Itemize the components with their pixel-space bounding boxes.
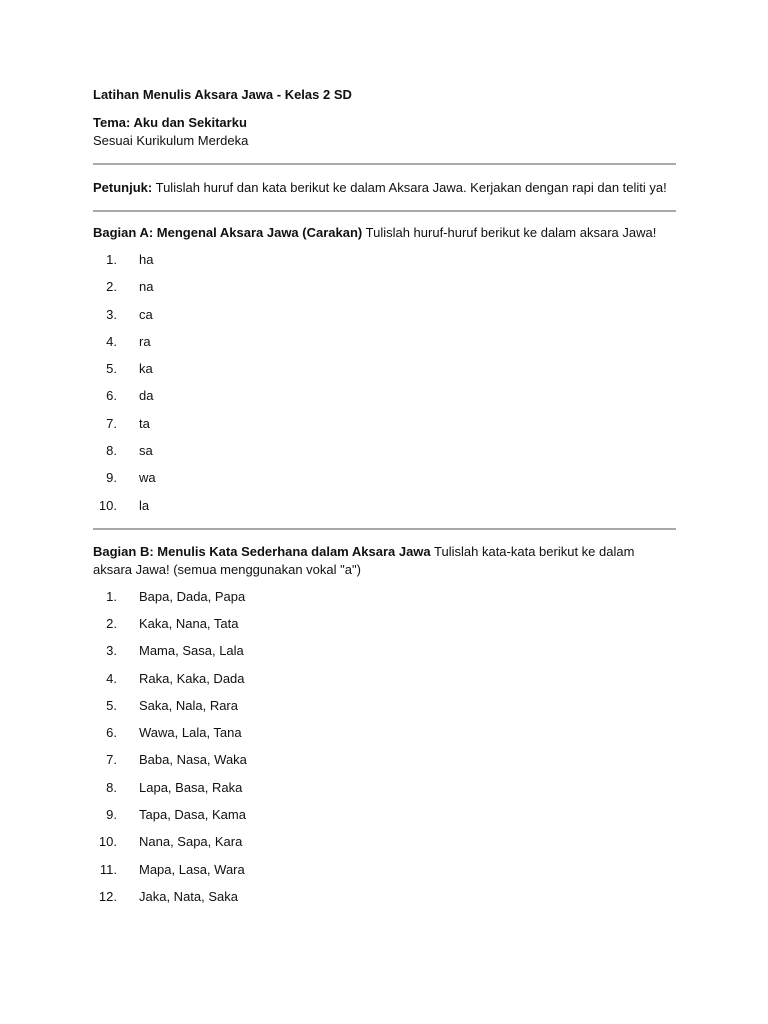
section-a-title: Bagian A: Mengenal Aksara Jawa (Carakan)	[93, 225, 363, 240]
list-item-number: 1.	[106, 252, 117, 267]
list-item	[93, 469, 676, 487]
list-item-text: wa	[139, 470, 156, 486]
list-item-text: Baba, Nasa, Waka	[139, 752, 247, 768]
list-item	[93, 387, 676, 405]
list-item-text: Jaka, Nata, Saka	[139, 888, 238, 904]
list-item-text: Bapa, Dada, Papa	[139, 588, 246, 604]
section-b-instruction: Tulislah kata-kata berikut ke dalam aksara Jawa! (semua menggunakan vokal "a")	[93, 543, 635, 577]
list-item-number: 3.	[106, 306, 117, 322]
list-item	[93, 615, 676, 633]
section-a-heading	[93, 224, 676, 242]
list-item-number: 3.	[106, 643, 117, 659]
list-item-text: Tapa, Dasa, Kama	[139, 807, 246, 823]
section-a-list	[93, 251, 676, 515]
list-item-number: 10.	[98, 497, 117, 513]
list-item-number: 4.	[106, 333, 117, 349]
list-item-text: Raka, Kaka, Dada	[139, 670, 245, 686]
list-item-number: 7.	[106, 752, 117, 768]
list-item	[93, 779, 676, 797]
list-item-text: ka	[139, 361, 153, 377]
list-item-text: la	[139, 497, 150, 513]
document-curriculum: Sesuai Kurikulum Merdeka	[93, 133, 249, 148]
list-item-text: ca	[139, 306, 153, 322]
instructions-label: Petunjuk:	[93, 180, 153, 195]
list-item-number: 5.	[106, 697, 117, 713]
list-item	[93, 360, 676, 378]
document-theme: Tema: Aku dan Sekitarku	[93, 115, 247, 130]
list-item-number: 9.	[106, 807, 117, 823]
list-item-text: sa	[139, 443, 153, 459]
list-item	[93, 442, 676, 460]
section-b-list	[93, 588, 676, 906]
list-item	[93, 670, 676, 688]
list-item-number: 5.	[106, 361, 117, 377]
list-item	[93, 724, 676, 742]
list-item-number: 11.	[99, 861, 117, 877]
list-item	[93, 642, 676, 660]
list-item-text: ha	[139, 252, 154, 267]
list-item	[93, 861, 676, 879]
list-item-number: 7.	[106, 415, 117, 431]
list-item-number: 2.	[106, 279, 117, 295]
list-item-number: 9.	[106, 470, 117, 486]
list-item-text: Wawa, Lala, Tana	[139, 725, 242, 741]
list-item	[93, 806, 676, 824]
list-item	[93, 888, 676, 906]
list-item-text: Mapa, Lasa, Wara	[139, 861, 245, 877]
list-item-number: 1.	[106, 588, 117, 604]
list-item-text: ta	[139, 415, 150, 431]
document-title: Latihan Menulis Aksara Jawa - Kelas 2 SD	[93, 87, 352, 102]
section-b-heading	[93, 543, 676, 579]
list-item-text: Kaka, Nana, Tata	[139, 615, 239, 631]
section-a-instruction: Tulislah huruf-huruf berikut ke dalam aksara Jawa!	[362, 225, 657, 240]
list-item	[93, 415, 676, 433]
worksheet-content	[93, 86, 676, 906]
list-item	[93, 588, 676, 606]
list-item-text: Nana, Sapa, Kara	[139, 834, 243, 850]
list-item	[93, 833, 676, 851]
list-item-text: Saka, Nala, Rara	[139, 697, 238, 713]
list-item-number: 12.	[98, 888, 117, 904]
list-item	[93, 333, 676, 351]
list-item	[93, 751, 676, 769]
list-item-text: ra	[139, 333, 151, 349]
list-item-text: Lapa, Basa, Raka	[139, 779, 243, 795]
list-item-text: Mama, Sasa, Lala	[139, 643, 244, 659]
list-item-number: 2.	[106, 615, 117, 631]
divider	[93, 210, 676, 212]
list-item-number: 4.	[106, 670, 117, 686]
list-item-number: 8.	[106, 443, 117, 459]
list-item-number: 6.	[106, 388, 117, 404]
instructions-text: Tulislah huruf dan kata berikut ke dalam Aksara Jawa. Kerjakan dengan rapi dan teliti ya!	[152, 180, 667, 195]
section-b-title: Bagian B: Menulis Kata Sederhana dalam Aksara Jawa	[93, 543, 431, 559]
divider	[93, 163, 676, 165]
instructions-paragraph	[93, 179, 676, 197]
list-item	[93, 278, 676, 296]
list-item-text: na	[139, 279, 154, 295]
list-item-number: 10.	[98, 834, 117, 850]
list-item	[93, 306, 676, 324]
list-item	[93, 697, 676, 715]
list-item-number: 6.	[106, 725, 117, 741]
list-item	[93, 497, 676, 515]
list-item-number: 8.	[106, 779, 117, 795]
divider	[93, 528, 676, 530]
list-item-text: da	[139, 388, 154, 404]
list-item	[93, 251, 676, 269]
